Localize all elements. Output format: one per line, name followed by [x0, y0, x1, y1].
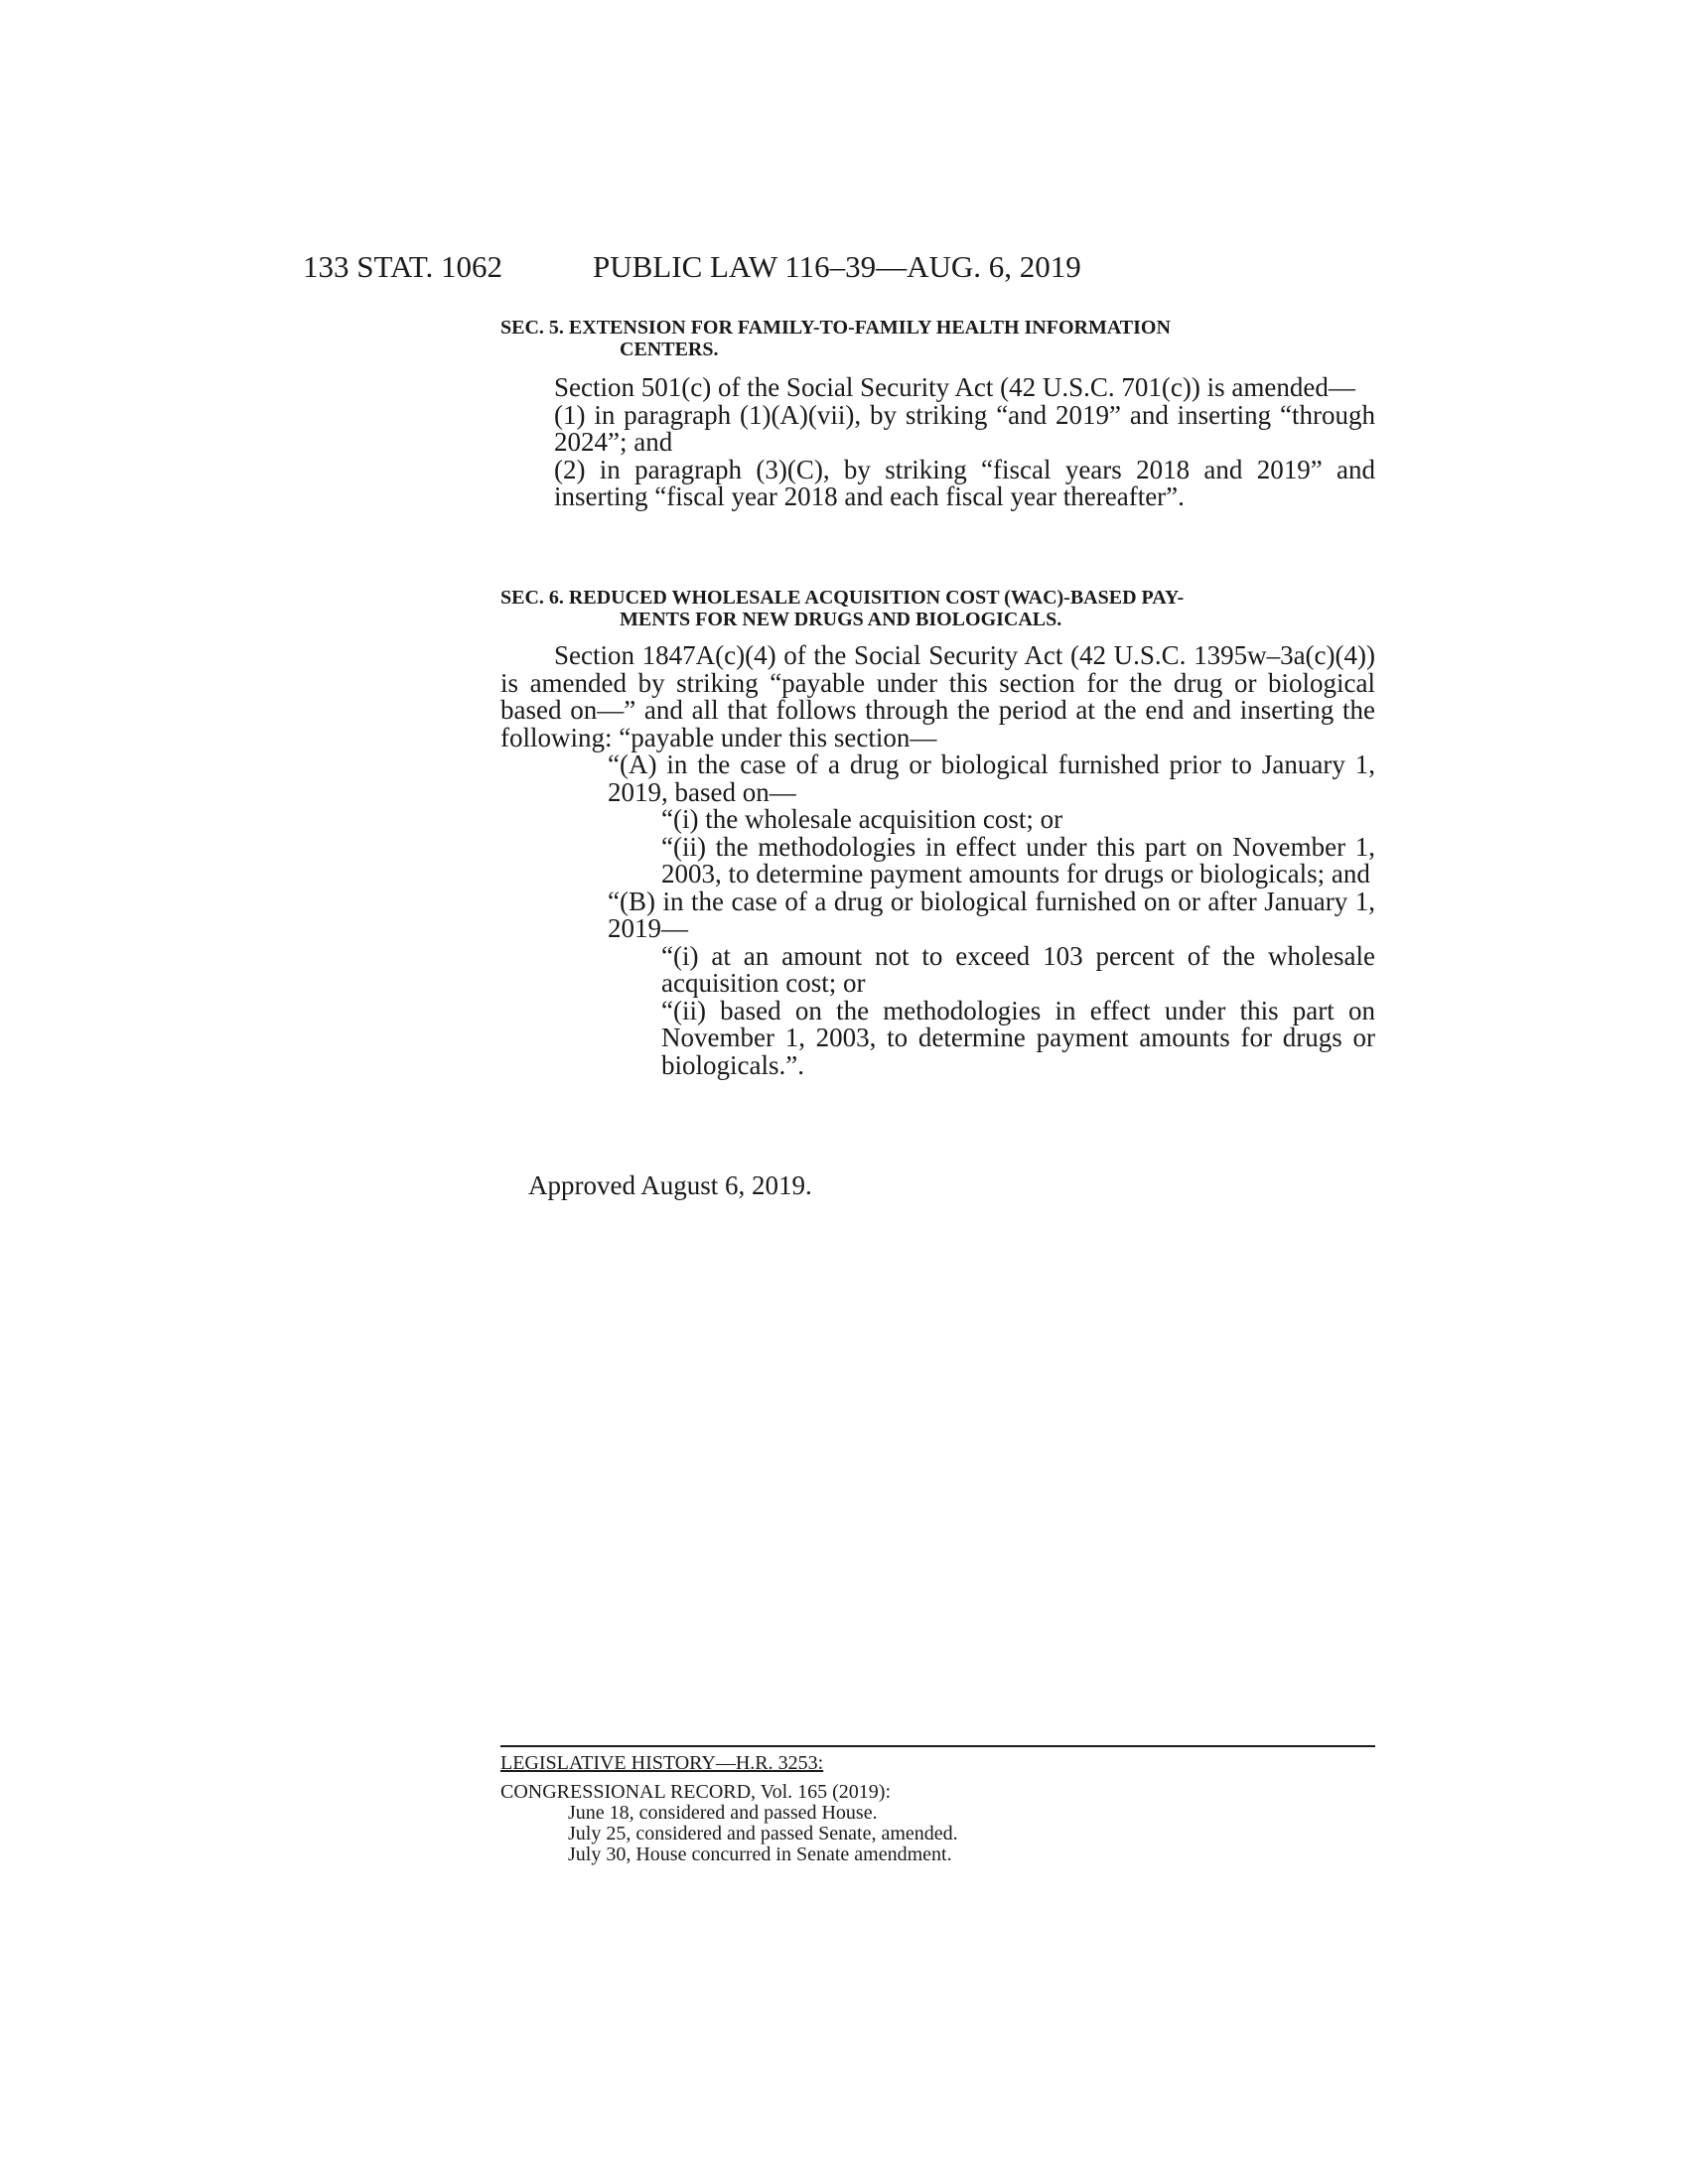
clause-a-ii — [500, 831, 1375, 888]
public-law-title: PUBLIC LAW 116–39—AUG. 6, 2019 — [593, 249, 1081, 284]
clause-b — [500, 888, 1375, 943]
history-entry: July 30, House concurred in Senate amendment. — [568, 1843, 952, 1865]
clause-a-ii-text: “(ii) the methodologies in effect under this part on November 1, 2003, to determine payment amounts for drugs or biologicals; and — [661, 831, 1375, 888]
clause-b-i — [500, 940, 1375, 998]
congressional-record: CONGRESSIONAL RECORD, Vol. 165 (2019): — [500, 1781, 891, 1803]
section-6 — [500, 587, 1375, 1079]
section-5-heading-line2: CENTERS. — [620, 339, 719, 360]
clause-b-i-text: “(i) at an amount not to exceed 103 percent of the wholesale acquisition cost; or — [661, 940, 1375, 998]
clause-b-ii-text: “(ii) based on the methodologies in effect under this part on November 1, 2003, to determine payment amounts for drugs or biologicals.”. — [661, 995, 1375, 1080]
section-6-heading — [500, 587, 1375, 630]
clause-a — [500, 751, 1375, 806]
section-6-heading-line2: MENTS FOR NEW DRUGS AND BIOLOGICALS. — [620, 609, 1062, 630]
page-header — [303, 249, 1375, 293]
clause-b-text: “(B) in the case of a drug or biological furnished on or after January 1, 2019— — [608, 886, 1375, 943]
section-5-heading — [500, 317, 1375, 360]
approval-date: Approved August 6, 2019. — [528, 1170, 812, 1200]
section-6-heading-line1: SEC. 6. REDUCED WHOLESALE ACQUISITION COST (WAC)-BASED PAY- — [500, 587, 1185, 609]
history-entries — [500, 1803, 958, 1865]
section-5 — [500, 317, 1375, 511]
legislative-history — [500, 1753, 958, 1865]
section-5-heading-line1: SEC. 5. EXTENSION FOR FAMILY-TO-FAMILY HEALTH INFORMATION — [500, 317, 1171, 339]
clause-b-ii — [500, 995, 1375, 1080]
history-entry: July 25, considered and passed Senate, amended. — [568, 1823, 958, 1844]
section-6-intro: Section 1847A(c)(4) of the Social Security Act (42 U.S.C. 1395w–3a(c)(4)) is amended by striking “payable under this section for the drug or biological based on—” and all that follows through the period at the end and inserting the following: “payable under this section— — [500, 640, 1375, 752]
section-5-item-2-text: (2) in paragraph (3)(C), by striking “fiscal years 2018 and 2019” and inserting “fiscal year 2018 and each fiscal year thereafter”. — [554, 454, 1375, 511]
section-5-item-1 — [500, 399, 1375, 457]
footnote-divider — [500, 1745, 1375, 1747]
stat-page-number: 133 STAT. 1062 — [303, 249, 503, 284]
history-entry: June 18, considered and passed House. — [568, 1802, 878, 1824]
clause-a-i — [500, 806, 1375, 834]
clause-a-i-text: “(i) the wholesale acquisition cost; or — [661, 804, 1063, 834]
section-5-intro: Section 501(c) of the Social Security Act (42 U.S.C. 701(c)) is amended— — [554, 372, 1355, 402]
section-5-item-2 — [500, 454, 1375, 511]
clause-a-text: “(A) in the case of a drug or biological furnished prior to January 1, 2019, based on— — [608, 750, 1375, 807]
section-5-item-1-text: (1) in paragraph (1)(A)(vii), by striking “and 2019” and inserting “through 2024”; and — [554, 399, 1375, 457]
legislative-history-title: LEGISLATIVE HISTORY—H.R. 3253: — [500, 1752, 824, 1774]
